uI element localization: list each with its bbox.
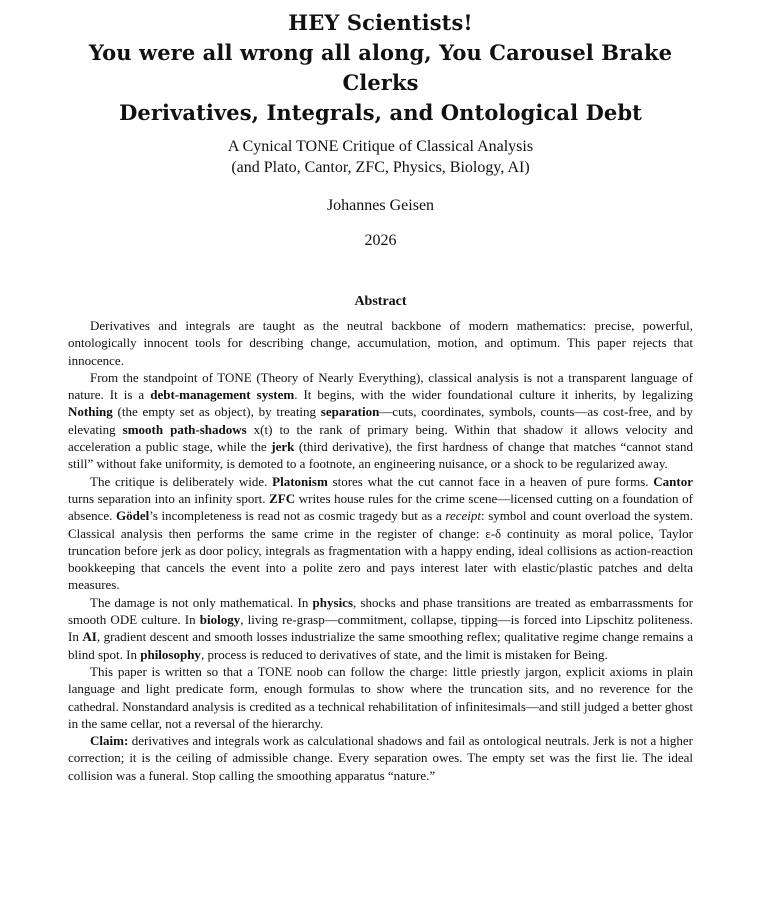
bold-term: smooth path-shadows [122,421,247,437]
text-span: The damage is not only mathematical. In [90,594,313,610]
text-span: , shocks and phase transitions are treated as embarrassments for smooth ODE culture. In [68,594,693,628]
abstract-paragraph-6 [68,732,693,784]
bold-term: ZFC [269,490,296,506]
text-span: The critique is deliberately wide. [90,473,273,489]
text-span: stores what the cut cannot face in a heaven of pure forms. [327,473,654,489]
abstract-paragraph-1: Derivatives and integrals are taught as the neutral backbone of modern mathematics: precise, powerful, ontologically innocent tools for describing change, accumulation, motion, and optimum. This paper rejects that innocence. [68,318,693,368]
bold-term: biology [199,612,241,628]
abstract-paragraph-5: This paper is written so that a TONE noob can follow the charge: little priestly jargon, explicit axioms in plain language and light predicate form, enough formulas to show where the truncation sits, and no reverence for the cathedral. Nonstandard analysis is credited as a technical rehabilitation of infinitesimals—and still judged a better ghost in the same cellar, not a reversal of the hierarchy. [68,663,693,731]
abstract-paragraph-2 [68,369,693,473]
italic-term: receipt [445,508,482,524]
text-span: x(t) to the rank of primary being. Within that shadow it allows velocity and acceleration a public stage, while the [68,421,693,455]
abstract-body [68,317,693,784]
text-span: , gradient descent and smooth losses industrialize the same smoothing reflex; qualitative regime change remains a blind spot. In [68,629,693,662]
bold-term: Cantor [653,473,693,489]
bold-term: Platonism [272,473,328,489]
text-span: (third derivative), the first hardness of change that matches “cannot stand still” without fake uniformity, is demoted to a footnote, an engineering nuisance, or a shock to be regularized away. [68,439,693,472]
text-span: From the standpoint of TONE (Theory of Nearly Everything), classical analysis is not a transparent language of nature. It is a [68,369,693,403]
subtitle-line-2: (and Plato, Cantor, ZFC, Physics, Biology, AI) [231,159,530,176]
abstract-heading: Abstract [354,294,407,309]
text-span: ’s incompleteness is read not as cosmic tragedy but as a [149,508,446,524]
text-span: . It begins, with the wider foundational culture it inherits, by legalizing [294,387,693,403]
bold-term: debt-management system [150,387,295,403]
title-block [68,8,693,251]
text-span: , living re-grasp—commitment, collapse, tipping—is forced into Lipschitz politeness. In [68,612,693,645]
bold-term: physics [312,594,354,610]
bold-term: Nothing [68,404,113,420]
text-span: : symbol and count overload the system. Classical analysis then performs the same crime in the register of change: ε-δ continuity as moral police, Taylor truncation before jerk as door policy, integrals as fragmentation with a happy ending, ideal collisions as action-reaction bookkeeping that cancels the event into a polite zero and pays interest later with elastic/plastic patches and delta measures. [68,508,694,593]
subtitle-block [68,136,693,178]
bold-term: philosophy [140,646,201,662]
abstract-paragraph-3 [68,473,693,594]
bold-term: jerk [271,439,295,455]
claim-label: Claim: [90,733,129,749]
text-span: —cuts, coordinates, symbols, counts—as cost-free, and by elevating [68,404,693,437]
author: Johannes Geisen [326,197,435,214]
bold-term: Gödel [116,508,150,524]
bold-term: AI [82,629,97,645]
text-span: , process is reduced to derivatives of state, and the limit is mistaken for Being. [200,646,608,662]
text-span: writes house rules for the crime scene—licensed cutting on a foundation of absence. [68,490,693,524]
text-span: derivatives and integrals work as calculational shadows and fail as ontological neutrals. Jerk is not a higher correction; it is the ceiling of admissible change. Every separation owes. The empty set was the first lie. The ideal collision was a funeral. Stop calling the smoothing apparatus “nature.” [68,733,693,783]
bold-term: separation [320,404,380,420]
text-span: turns separation into an infinity sport. [68,490,270,506]
title-line-1: HEY Scientists! [288,10,473,35]
title-line-2: You were all wrong all along, You Carousel Brake Clerks [88,40,673,95]
subtitle-line-1: A Cynical TONE Critique of Classical Analysis [227,138,534,155]
title-line-3: Derivatives, Integrals, and Ontological Debt [119,100,642,125]
year: 2026 [364,232,397,249]
text-span: (the empty set as object), by treating [112,404,321,420]
abstract-paragraph-4 [68,594,693,663]
